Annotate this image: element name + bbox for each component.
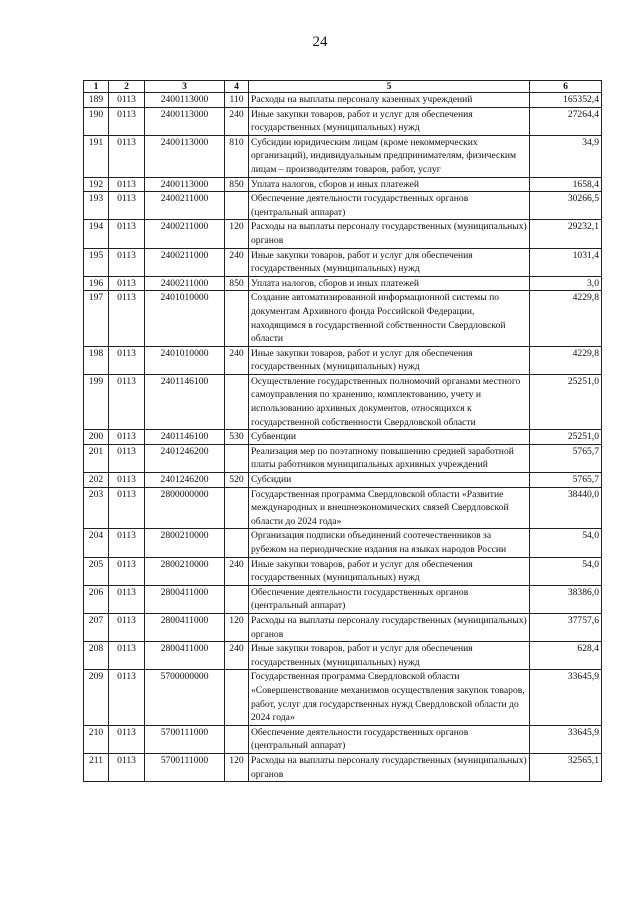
item-name: Обеспечение деятельности государственных органов (центральный аппарат)	[249, 725, 530, 753]
expense-type-code: 240	[225, 248, 249, 276]
section-code: 0113	[109, 670, 145, 725]
expense-type-code: 240	[225, 107, 249, 135]
target-article-code: 5700000000	[145, 670, 225, 725]
row-number: 199	[84, 374, 109, 429]
target-article-code: 2800210000	[145, 557, 225, 585]
item-name: Реализация мер по поэтапному повышению средней заработной платы работников муниципальных архивных учреждений	[249, 444, 530, 472]
amount: 34,9	[530, 135, 602, 177]
table-row	[84, 430, 602, 445]
row-number: 194	[84, 220, 109, 248]
item-name: Иные закупки товаров, работ и услуг для обеспечения государственных (муниципальных) нужд	[249, 346, 530, 374]
item-name: Расходы на выплаты персоналу государственных (муниципальных) органов	[249, 613, 530, 641]
target-article-code: 2401010000	[145, 346, 225, 374]
page-number: 24	[312, 34, 328, 50]
row-number: 204	[84, 529, 109, 557]
table-row	[84, 192, 602, 220]
expense-type-code: 850	[225, 177, 249, 192]
expense-type-code: 120	[225, 220, 249, 248]
section-code: 0113	[109, 346, 145, 374]
section-code: 0113	[109, 585, 145, 613]
expense-type-code: 110	[225, 93, 249, 108]
table-row	[84, 725, 602, 753]
amount: 33645,9	[530, 670, 602, 725]
section-code: 0113	[109, 473, 145, 488]
table-row	[84, 753, 602, 781]
table-row	[84, 248, 602, 276]
row-number: 208	[84, 642, 109, 670]
target-article-code: 2400113000	[145, 93, 225, 108]
item-name: Создание автоматизированной информационной системы по документам Архивного фонда Российской Федерации, находящимся в государственной собственности Свердловской области	[249, 291, 530, 346]
amount: 4229,8	[530, 346, 602, 374]
target-article-code: 2400211000	[145, 220, 225, 248]
table-row	[84, 670, 602, 725]
item-name: Организация подписки объединений соотечественников за рубежом на периодические издания на языках народов России	[249, 529, 530, 557]
row-number: 196	[84, 276, 109, 291]
table-row	[84, 487, 602, 529]
budget-table	[83, 80, 602, 782]
section-code: 0113	[109, 135, 145, 177]
row-number: 197	[84, 291, 109, 346]
expense-type-code: 240	[225, 346, 249, 374]
table-row	[84, 93, 602, 108]
section-code: 0113	[109, 487, 145, 529]
amount: 5765,7	[530, 444, 602, 472]
section-code: 0113	[109, 248, 145, 276]
expense-type-code: 240	[225, 557, 249, 585]
item-name: Расходы на выплаты персоналу государственных (муниципальных) органов	[249, 753, 530, 781]
expense-type-code: 850	[225, 276, 249, 291]
target-article-code: 2401146100	[145, 374, 225, 429]
table-row	[84, 177, 602, 192]
row-number: 192	[84, 177, 109, 192]
expense-type-code	[225, 725, 249, 753]
row-number: 205	[84, 557, 109, 585]
expense-type-code: 240	[225, 642, 249, 670]
amount: 30266,5	[530, 192, 602, 220]
target-article-code: 2400211000	[145, 276, 225, 291]
table-row	[84, 585, 602, 613]
row-number: 200	[84, 430, 109, 445]
item-name: Иные закупки товаров, работ и услуг для обеспечения государственных (муниципальных) нужд	[249, 557, 530, 585]
expense-type-code	[225, 529, 249, 557]
expense-type-code: 530	[225, 430, 249, 445]
table-row	[84, 529, 602, 557]
expense-type-code	[225, 444, 249, 472]
amount: 5765,7	[530, 473, 602, 488]
header-col-4: 4	[225, 81, 249, 93]
section-code: 0113	[109, 557, 145, 585]
table-row	[84, 291, 602, 346]
row-number: 202	[84, 473, 109, 488]
amount: 25251,0	[530, 374, 602, 429]
row-number: 195	[84, 248, 109, 276]
row-number: 189	[84, 93, 109, 108]
expense-type-code	[225, 487, 249, 529]
header-col-6: 6	[530, 81, 602, 93]
section-code: 0113	[109, 753, 145, 781]
section-code: 0113	[109, 276, 145, 291]
section-code: 0113	[109, 725, 145, 753]
section-code: 0113	[109, 529, 145, 557]
section-code: 0113	[109, 430, 145, 445]
item-name: Иные закупки товаров, работ и услуг для обеспечения государственных (муниципальных) нужд	[249, 107, 530, 135]
expense-type-code	[225, 192, 249, 220]
item-name: Субвенции	[249, 430, 530, 445]
table-row	[84, 220, 602, 248]
table-row	[84, 107, 602, 135]
amount: 32565,1	[530, 753, 602, 781]
item-name: Уплата налогов, сборов и иных платежей	[249, 276, 530, 291]
amount: 54,0	[530, 557, 602, 585]
item-name: Расходы на выплаты персоналу государственных (муниципальных) органов	[249, 220, 530, 248]
row-number: 203	[84, 487, 109, 529]
expense-type-code: 520	[225, 473, 249, 488]
row-number: 207	[84, 613, 109, 641]
amount: 27264,4	[530, 107, 602, 135]
item-name: Иные закупки товаров, работ и услуг для обеспечения государственных (муниципальных) нужд	[249, 248, 530, 276]
section-code: 0113	[109, 444, 145, 472]
row-number: 193	[84, 192, 109, 220]
section-code: 0113	[109, 291, 145, 346]
header-col-3: 3	[145, 81, 225, 93]
amount: 54,0	[530, 529, 602, 557]
item-name: Осуществление государственных полномочий органами местного самоуправления по хранению, комплектованию, учету и использованию архивных документов, относящихся к государственной собственности Свердловской области	[249, 374, 530, 429]
table-header-row	[84, 81, 602, 93]
target-article-code: 2400211000	[145, 192, 225, 220]
table-row	[84, 135, 602, 177]
amount: 25251,0	[530, 430, 602, 445]
target-article-code: 2401246200	[145, 444, 225, 472]
target-article-code: 2800411000	[145, 585, 225, 613]
target-article-code: 2800000000	[145, 487, 225, 529]
target-article-code: 2800210000	[145, 529, 225, 557]
amount: 29232,1	[530, 220, 602, 248]
item-name: Государственная программа Свердловской области «Развитие международных и внешнеэкономических связей Свердловской области до 2024 года»	[249, 487, 530, 529]
header-col-5: 5	[249, 81, 530, 93]
expense-type-code	[225, 670, 249, 725]
expense-type-code	[225, 374, 249, 429]
amount: 37757,6	[530, 613, 602, 641]
amount: 1658,4	[530, 177, 602, 192]
table-row	[84, 473, 602, 488]
item-name: Обеспечение деятельности государственных органов (центральный аппарат)	[249, 192, 530, 220]
target-article-code: 2401146100	[145, 430, 225, 445]
table-row	[84, 276, 602, 291]
amount: 4229,8	[530, 291, 602, 346]
target-article-code: 2401246200	[145, 473, 225, 488]
section-code: 0113	[109, 93, 145, 108]
section-code: 0113	[109, 374, 145, 429]
target-article-code: 5700111000	[145, 753, 225, 781]
table-row	[84, 613, 602, 641]
target-article-code: 2400113000	[145, 177, 225, 192]
expense-type-code: 120	[225, 613, 249, 641]
row-number: 206	[84, 585, 109, 613]
item-name: Субсидии юридическим лицам (кроме некоммерческих организаций), индивидуальным предпринимателям, физическим лицам – производителям товаров, работ, услуг	[249, 135, 530, 177]
table-row	[84, 557, 602, 585]
expense-type-code: 810	[225, 135, 249, 177]
section-code: 0113	[109, 177, 145, 192]
target-article-code: 2800411000	[145, 613, 225, 641]
item-name: Иные закупки товаров, работ и услуг для обеспечения государственных (муниципальных) нужд	[249, 642, 530, 670]
amount: 38386,0	[530, 585, 602, 613]
row-number: 191	[84, 135, 109, 177]
target-article-code: 2400113000	[145, 135, 225, 177]
table-row	[84, 374, 602, 429]
target-article-code: 2400211000	[145, 248, 225, 276]
row-number: 210	[84, 725, 109, 753]
item-name: Субсидии	[249, 473, 530, 488]
section-code: 0113	[109, 107, 145, 135]
row-number: 198	[84, 346, 109, 374]
amount: 1031,4	[530, 248, 602, 276]
item-name: Государственная программа Свердловской области «Совершенствование механизмов осуществления закупок товаров, работ, услуг для государственных нужд Свердловской области до 2024 года»	[249, 670, 530, 725]
amount: 38440,0	[530, 487, 602, 529]
header-col-1: 1	[84, 81, 109, 93]
row-number: 190	[84, 107, 109, 135]
amount: 3,0	[530, 276, 602, 291]
header-col-2: 2	[109, 81, 145, 93]
table-body	[84, 93, 602, 782]
item-name: Уплата налогов, сборов и иных платежей	[249, 177, 530, 192]
amount: 33645,9	[530, 725, 602, 753]
table-row	[84, 642, 602, 670]
expense-type-code: 120	[225, 753, 249, 781]
row-number: 209	[84, 670, 109, 725]
table-row	[84, 444, 602, 472]
table-row	[84, 346, 602, 374]
row-number: 201	[84, 444, 109, 472]
target-article-code: 2800411000	[145, 642, 225, 670]
expense-type-code	[225, 291, 249, 346]
item-name: Обеспечение деятельности государственных органов (центральный аппарат)	[249, 585, 530, 613]
section-code: 0113	[109, 192, 145, 220]
amount: 628,4	[530, 642, 602, 670]
section-code: 0113	[109, 220, 145, 248]
target-article-code: 2400113000	[145, 107, 225, 135]
section-code: 0113	[109, 642, 145, 670]
amount: 165352,4	[530, 93, 602, 108]
item-name: Расходы на выплаты персоналу казенных учреждений	[249, 93, 530, 108]
row-number: 211	[84, 753, 109, 781]
target-article-code: 5700111000	[145, 725, 225, 753]
target-article-code: 2401010000	[145, 291, 225, 346]
expense-type-code	[225, 585, 249, 613]
section-code: 0113	[109, 613, 145, 641]
